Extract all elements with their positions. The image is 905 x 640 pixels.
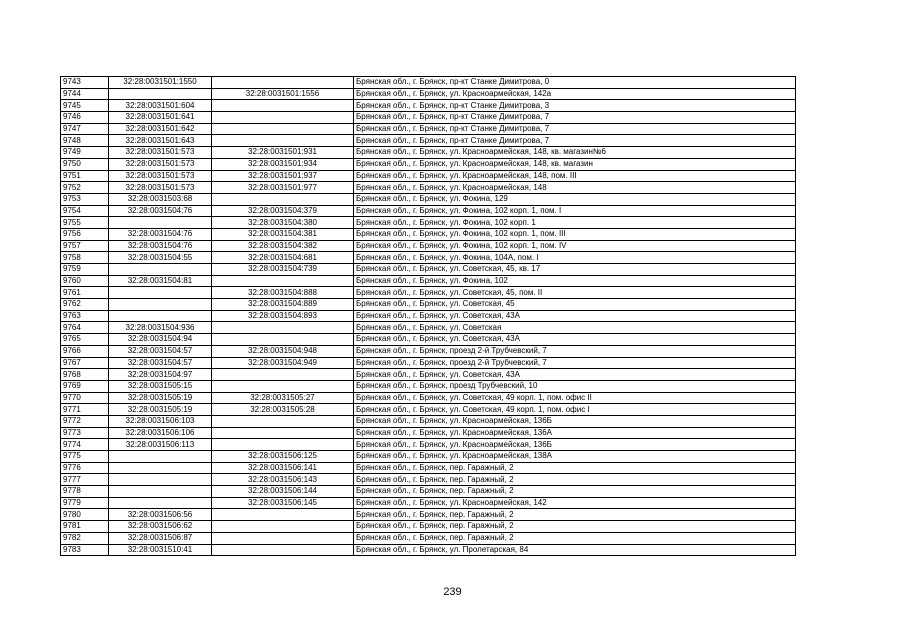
row-number-cell: 9761 — [61, 287, 109, 299]
object-cadastral-number-cell — [212, 100, 354, 112]
object-cadastral-number-cell: 32:28:0031501:931 — [212, 147, 354, 159]
row-number-cell: 9762 — [61, 299, 109, 311]
table-row — [61, 182, 796, 194]
page-number: 239 — [443, 586, 462, 598]
object-cadastral-number-cell: 32:28:0031504:948 — [212, 345, 354, 357]
row-number-cell: 9777 — [61, 474, 109, 486]
cadastral-number-cell: 32:28:0031505:19 — [109, 392, 212, 404]
object-cadastral-number-cell — [212, 521, 354, 533]
row-number-cell: 9743 — [61, 77, 109, 89]
address-cell: Брянская обл., г. Брянск, пр-кт Станке Димитрова, 0 — [354, 77, 796, 89]
address-cell: Брянская обл., г. Брянск, ул. Пролетарская, 84 — [354, 544, 796, 556]
cadastral-number-cell: 32:28:0031501:604 — [109, 100, 212, 112]
row-number-cell: 9749 — [61, 147, 109, 159]
row-number-cell: 9744 — [61, 88, 109, 100]
object-cadastral-number-cell: 32:28:0031506:125 — [212, 451, 354, 463]
table-row — [61, 392, 796, 404]
address-cell: Брянская обл., г. Брянск, пр-кт Станке Димитрова, 7 — [354, 112, 796, 124]
cadastral-number-cell: 32:28:0031501:573 — [109, 158, 212, 170]
row-number-cell: 9780 — [61, 509, 109, 521]
address-cell: Брянская обл., г. Брянск, ул. Советская, 49 корп. 1, пом. офис II — [354, 392, 796, 404]
address-cell: Брянская обл., г. Брянск, ул. Советская, 43А — [354, 369, 796, 381]
object-cadastral-number-cell: 32:28:0031504:889 — [212, 299, 354, 311]
table-row — [61, 205, 796, 217]
cadastral-number-cell: 32:28:0031504:76 — [109, 205, 212, 217]
table-row — [61, 228, 796, 240]
row-number-cell: 9769 — [61, 380, 109, 392]
row-number-cell: 9765 — [61, 334, 109, 346]
row-number-cell: 9773 — [61, 427, 109, 439]
object-cadastral-number-cell — [212, 380, 354, 392]
address-cell: Брянская обл., г. Брянск, ул. Красноармейская, 148, пом. III — [354, 170, 796, 182]
row-number-cell: 9771 — [61, 404, 109, 416]
row-number-cell: 9772 — [61, 415, 109, 427]
object-cadastral-number-cell — [212, 123, 354, 135]
address-cell: Брянская обл., г. Брянск, пр-кт Станке Димитрова, 7 — [354, 123, 796, 135]
table-row — [61, 334, 796, 346]
row-number-cell: 9774 — [61, 439, 109, 451]
address-cell: Брянская обл., г. Брянск, проезд 2-й Трубчевский, 7 — [354, 345, 796, 357]
object-cadastral-number-cell: 32:28:0031506:145 — [212, 497, 354, 509]
object-cadastral-number-cell — [212, 369, 354, 381]
row-number-cell: 9778 — [61, 486, 109, 498]
table-row — [61, 532, 796, 544]
table-row — [61, 112, 796, 124]
row-number-cell: 9781 — [61, 521, 109, 533]
cadastral-number-cell: 32:28:0031504:76 — [109, 228, 212, 240]
row-number-cell: 9760 — [61, 275, 109, 287]
cadastral-number-cell: 32:28:0031501:573 — [109, 147, 212, 159]
table-row — [61, 404, 796, 416]
address-cell: Брянская обл., г. Брянск, ул. Советская — [354, 322, 796, 334]
table-row — [61, 193, 796, 205]
object-cadastral-number-cell — [212, 275, 354, 287]
object-cadastral-number-cell — [212, 532, 354, 544]
address-cell: Брянская обл., г. Брянск, проезд Трубчевский, 10 — [354, 380, 796, 392]
object-cadastral-number-cell: 32:28:0031504:381 — [212, 228, 354, 240]
row-number-cell: 9759 — [61, 264, 109, 276]
table-row — [61, 88, 796, 100]
cadastral-number-cell — [109, 486, 212, 498]
address-cell: Брянская обл., г. Брянск, ул. Красноармейская, 148 — [354, 182, 796, 194]
cadastral-number-cell: 32:28:0031501:1550 — [109, 77, 212, 89]
cadastral-number-cell — [109, 497, 212, 509]
cadastral-number-cell — [109, 217, 212, 229]
cadastral-number-cell: 32:28:0031504:55 — [109, 252, 212, 264]
table-row — [61, 497, 796, 509]
cadastral-number-cell: 32:28:0031504:57 — [109, 357, 212, 369]
object-cadastral-number-cell — [212, 509, 354, 521]
object-cadastral-number-cell: 32:28:0031504:382 — [212, 240, 354, 252]
cadastral-number-cell: 32:28:0031510:41 — [109, 544, 212, 556]
address-cell: Брянская обл., г. Брянск, ул. Красноармейская, 148, кв. магазин№6 — [354, 147, 796, 159]
cadastral-number-cell: 32:28:0031506:87 — [109, 532, 212, 544]
cadastral-number-cell: 32:28:0031506:62 — [109, 521, 212, 533]
object-cadastral-number-cell — [212, 112, 354, 124]
object-cadastral-number-cell: 32:28:0031504:681 — [212, 252, 354, 264]
table-row — [61, 264, 796, 276]
table-row — [61, 240, 796, 252]
cadastral-number-cell: 32:28:0031505:15 — [109, 380, 212, 392]
table-row — [61, 252, 796, 264]
row-number-cell: 9770 — [61, 392, 109, 404]
table-row — [61, 474, 796, 486]
object-cadastral-number-cell: 32:28:0031506:143 — [212, 474, 354, 486]
row-number-cell: 9751 — [61, 170, 109, 182]
row-number-cell: 9752 — [61, 182, 109, 194]
address-cell: Брянская обл., г. Брянск, ул. Фокина, 102 корп. 1, пом. I — [354, 205, 796, 217]
address-cell: Брянская обл., г. Брянск, пер. Гаражный, 2 — [354, 474, 796, 486]
object-cadastral-number-cell: 32:28:0031504:888 — [212, 287, 354, 299]
address-cell: Брянская обл., г. Брянск, проезд 2-й Трубчевский, 7 — [354, 357, 796, 369]
address-cell: Брянская обл., г. Брянск, ул. Красноармейская, 142а — [354, 88, 796, 100]
cadastral-number-cell: 32:28:0031501:641 — [109, 112, 212, 124]
table-row — [61, 147, 796, 159]
row-number-cell: 9776 — [61, 462, 109, 474]
address-cell: Брянская обл., г. Брянск, ул. Фокина, 102 корп. 1, пом. IV — [354, 240, 796, 252]
object-cadastral-number-cell — [212, 427, 354, 439]
address-cell: Брянская обл., г. Брянск, ул. Фокина, 102 — [354, 275, 796, 287]
cadastral-number-cell: 32:28:0031506:56 — [109, 509, 212, 521]
cadastral-number-cell: 32:28:0031504:97 — [109, 369, 212, 381]
cadastral-number-cell — [109, 310, 212, 322]
row-number-cell: 9747 — [61, 123, 109, 135]
cadastral-number-cell: 32:28:0031504:94 — [109, 334, 212, 346]
cadastral-number-cell — [109, 88, 212, 100]
table-row — [61, 369, 796, 381]
object-cadastral-number-cell: 32:28:0031501:977 — [212, 182, 354, 194]
row-number-cell: 9783 — [61, 544, 109, 556]
address-cell: Брянская обл., г. Брянск, пр-кт Станке Димитрова, 3 — [354, 100, 796, 112]
address-cell: Брянская обл., г. Брянск, ул. Красноармейская, 142 — [354, 497, 796, 509]
table-row — [61, 100, 796, 112]
cadastral-number-cell: 32:28:0031506:106 — [109, 427, 212, 439]
address-cell: Брянская обл., г. Брянск, ул. Красноармейская, 136Б — [354, 439, 796, 451]
cadastral-number-cell — [109, 451, 212, 463]
address-cell: Брянская обл., г. Брянск, пер. Гаражный, 2 — [354, 486, 796, 498]
object-cadastral-number-cell — [212, 135, 354, 147]
table-row — [61, 415, 796, 427]
object-cadastral-number-cell: 32:28:0031505:27 — [212, 392, 354, 404]
address-cell: Брянская обл., г. Брянск, ул. Фокина, 102 корп. 1, пом. III — [354, 228, 796, 240]
cadastral-number-cell: 32:28:0031504:57 — [109, 345, 212, 357]
row-number-cell: 9758 — [61, 252, 109, 264]
table-row — [61, 123, 796, 135]
table-row — [61, 310, 796, 322]
object-cadastral-number-cell — [212, 415, 354, 427]
cadastral-number-cell: 32:28:0031501:643 — [109, 135, 212, 147]
table-row — [61, 322, 796, 334]
address-cell: Брянская обл., г. Брянск, ул. Советская, 49 корп. 1, пом. офис I — [354, 404, 796, 416]
object-cadastral-number-cell — [212, 77, 354, 89]
table-row — [61, 427, 796, 439]
object-cadastral-number-cell: 32:28:0031505:28 — [212, 404, 354, 416]
address-cell: Брянская обл., г. Брянск, пер. Гаражный, 2 — [354, 509, 796, 521]
address-cell: Брянская обл., г. Брянск, ул. Фокина, 102 корп. 1 — [354, 217, 796, 229]
cadastral-number-cell — [109, 287, 212, 299]
row-number-cell: 9768 — [61, 369, 109, 381]
table-row — [61, 509, 796, 521]
cadastral-number-cell — [109, 474, 212, 486]
row-number-cell: 9779 — [61, 497, 109, 509]
row-number-cell: 9757 — [61, 240, 109, 252]
table-row — [61, 462, 796, 474]
row-number-cell: 9754 — [61, 205, 109, 217]
cadastral-number-cell: 32:28:0031501:573 — [109, 170, 212, 182]
address-cell: Брянская обл., г. Брянск, ул. Советская, 45 — [354, 299, 796, 311]
object-cadastral-number-cell: 32:28:0031504:739 — [212, 264, 354, 276]
row-number-cell: 9767 — [61, 357, 109, 369]
row-number-cell: 9764 — [61, 322, 109, 334]
table-row — [61, 170, 796, 182]
row-number-cell: 9755 — [61, 217, 109, 229]
table-row — [61, 275, 796, 287]
table-row — [61, 544, 796, 556]
table-row — [61, 158, 796, 170]
cadastral-number-cell — [109, 299, 212, 311]
object-cadastral-number-cell: 32:28:0031501:937 — [212, 170, 354, 182]
address-cell: Брянская обл., г. Брянск, ул. Фокина, 104А, пом. I — [354, 252, 796, 264]
table-row — [61, 439, 796, 451]
address-cell: Брянская обл., г. Брянск, пер. Гаражный, 2 — [354, 521, 796, 533]
cadastral-number-cell: 32:28:0031505:19 — [109, 404, 212, 416]
register-table — [60, 76, 796, 556]
cadastral-number-cell: 32:28:0031504:76 — [109, 240, 212, 252]
address-cell: Брянская обл., г. Брянск, пер. Гаражный, 2 — [354, 462, 796, 474]
address-cell: Брянская обл., г. Брянск, ул. Красноармейская, 136Б — [354, 415, 796, 427]
address-cell: Брянская обл., г. Брянск, ул. Красноармейская, 136А — [354, 427, 796, 439]
address-cell: Брянская обл., г. Брянск, ул. Красноармейская, 138А — [354, 451, 796, 463]
object-cadastral-number-cell: 32:28:0031504:379 — [212, 205, 354, 217]
cadastral-number-cell — [109, 264, 212, 276]
object-cadastral-number-cell: 32:28:0031501:1556 — [212, 88, 354, 100]
object-cadastral-number-cell: 32:28:0031506:141 — [212, 462, 354, 474]
object-cadastral-number-cell — [212, 439, 354, 451]
row-number-cell: 9756 — [61, 228, 109, 240]
row-number-cell: 9766 — [61, 345, 109, 357]
table-row — [61, 451, 796, 463]
cadastral-number-cell — [109, 462, 212, 474]
cadastral-number-cell: 32:28:0031504:936 — [109, 322, 212, 334]
cadastral-number-cell: 32:28:0031503:68 — [109, 193, 212, 205]
row-number-cell: 9746 — [61, 112, 109, 124]
address-cell: Брянская обл., г. Брянск, ул. Советская, 43А — [354, 310, 796, 322]
address-cell: Брянская обл., г. Брянск, ул. Советская, 45, кв. 17 — [354, 264, 796, 276]
row-number-cell: 9763 — [61, 310, 109, 322]
row-number-cell: 9782 — [61, 532, 109, 544]
object-cadastral-number-cell: 32:28:0031506:144 — [212, 486, 354, 498]
address-cell: Брянская обл., г. Брянск, ул. Фокина, 129 — [354, 193, 796, 205]
object-cadastral-number-cell — [212, 544, 354, 556]
table-row — [61, 486, 796, 498]
row-number-cell: 9775 — [61, 451, 109, 463]
cadastral-number-cell: 32:28:0031506:103 — [109, 415, 212, 427]
cadastral-number-cell: 32:28:0031501:642 — [109, 123, 212, 135]
row-number-cell: 9750 — [61, 158, 109, 170]
register-table-body — [61, 77, 796, 556]
cadastral-number-cell: 32:28:0031506:113 — [109, 439, 212, 451]
address-cell: Брянская обл., г. Брянск, пр-кт Станке Димитрова, 7 — [354, 135, 796, 147]
table-row — [61, 287, 796, 299]
cadastral-number-cell: 32:28:0031504:81 — [109, 275, 212, 287]
address-cell: Брянская обл., г. Брянск, ул. Советская, 45, пом. II — [354, 287, 796, 299]
object-cadastral-number-cell: 32:28:0031504:380 — [212, 217, 354, 229]
object-cadastral-number-cell — [212, 193, 354, 205]
table-row — [61, 217, 796, 229]
address-cell: Брянская обл., г. Брянск, ул. Красноармейская, 148, кв. магазин — [354, 158, 796, 170]
table-row — [61, 357, 796, 369]
table-row — [61, 77, 796, 89]
row-number-cell: 9753 — [61, 193, 109, 205]
table-row — [61, 135, 796, 147]
row-number-cell: 9748 — [61, 135, 109, 147]
address-cell: Брянская обл., г. Брянск, пер. Гаражный, 2 — [354, 532, 796, 544]
table-row — [61, 299, 796, 311]
object-cadastral-number-cell — [212, 334, 354, 346]
row-number-cell: 9745 — [61, 100, 109, 112]
object-cadastral-number-cell: 32:28:0031501:934 — [212, 158, 354, 170]
object-cadastral-number-cell: 32:28:0031504:893 — [212, 310, 354, 322]
table-row — [61, 380, 796, 392]
address-cell: Брянская обл., г. Брянск, ул. Советская, 43А — [354, 334, 796, 346]
object-cadastral-number-cell — [212, 322, 354, 334]
cadastral-number-cell: 32:28:0031501:573 — [109, 182, 212, 194]
table-row — [61, 521, 796, 533]
table-row — [61, 345, 796, 357]
object-cadastral-number-cell: 32:28:0031504:949 — [212, 357, 354, 369]
